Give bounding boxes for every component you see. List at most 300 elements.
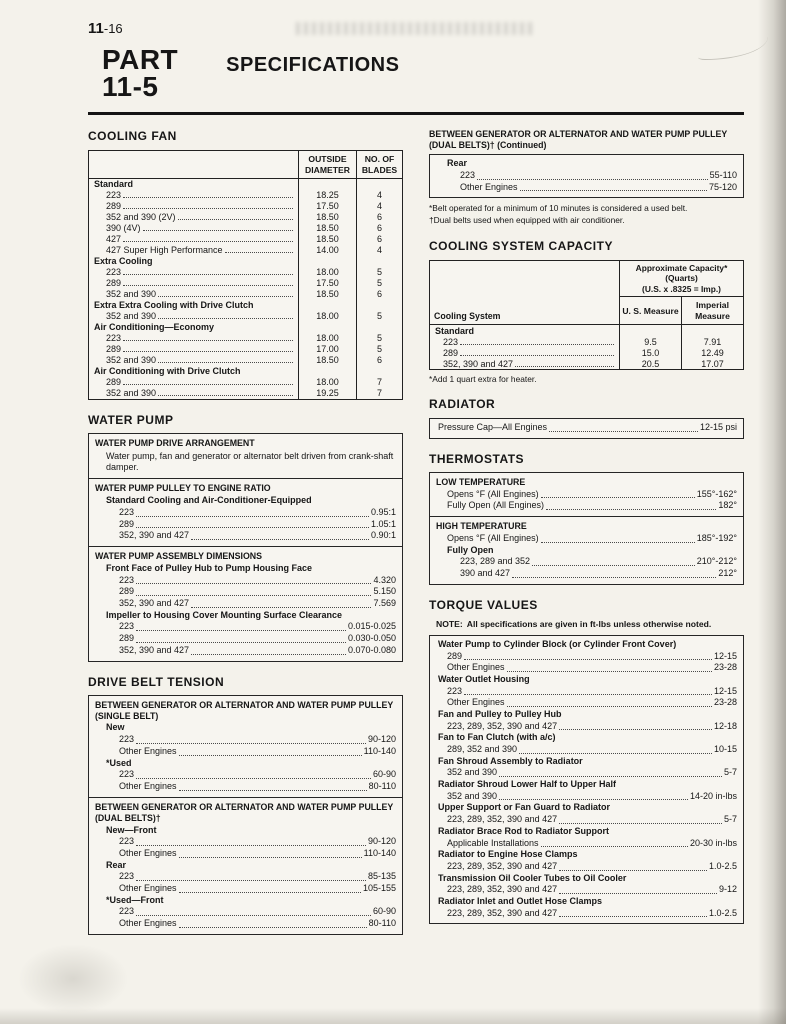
spec-value: 0.90:1 (370, 530, 396, 541)
spec-value: 10-15 (713, 744, 737, 754)
diameter-value: 18.00 (299, 333, 357, 344)
fan-row (89, 355, 403, 366)
fan-group (89, 300, 403, 322)
diameter-value: 17.50 (299, 278, 357, 289)
spec-value: 20-30 in-lbs (689, 837, 737, 848)
spec-rows (95, 495, 396, 542)
torque-note (436, 619, 744, 629)
spec-row (436, 686, 737, 698)
engine-label: 352 and 390 (106, 311, 157, 322)
dot-leader (464, 694, 712, 695)
spec-row (95, 848, 396, 860)
dot-leader (158, 318, 293, 319)
dot-leader (136, 527, 369, 528)
spec-row (95, 895, 396, 907)
dot-leader (541, 846, 688, 847)
spec-row (436, 849, 737, 861)
diameter-value: 18.50 (299, 234, 357, 245)
dot-leader (499, 776, 722, 777)
spec-value: 14-20 in-lbs (689, 790, 737, 801)
dot-leader (123, 384, 293, 385)
spec-box-title: WATER PUMP DRIVE ARRANGEMENT (95, 437, 255, 448)
spec-label: 223, 289 and 352 (460, 556, 531, 567)
continued-title: BETWEEN GENERATOR OR ALTERNATOR AND WATER PUMP PULLEY (DUAL BELTS)† (Continued) (429, 129, 728, 151)
diameter-value: 18.50 (299, 223, 357, 234)
part-label: PART (102, 44, 179, 75)
spec-box (429, 418, 744, 439)
engine-label: 352 and 390 (106, 355, 157, 366)
engine-label: 223 (106, 333, 122, 344)
spec-label: 352, 390 and 427 (119, 530, 190, 541)
blades-value: 4 (357, 201, 403, 212)
header-rule (88, 112, 744, 115)
blades-value: 4 (357, 190, 403, 201)
spec-row (436, 861, 737, 873)
spec-rows (436, 489, 737, 512)
two-column-layout (88, 129, 744, 948)
dot-leader (460, 344, 614, 345)
spec-label: 289 (447, 650, 463, 661)
spec-label: 289, 352 and 390 (447, 744, 518, 754)
spec-row (95, 871, 396, 883)
spec-value: 7.569 (373, 598, 396, 609)
fan-group-label: Standard (94, 179, 134, 190)
diameter-value: 17.50 (299, 201, 357, 212)
fan-row (89, 377, 403, 388)
dot-leader (225, 252, 293, 253)
spec-row (436, 744, 737, 756)
spec-row (95, 918, 396, 930)
fan-row (89, 278, 403, 289)
spec-row (436, 556, 737, 568)
engine-label: 352 and 390 (106, 289, 157, 300)
dot-leader (136, 583, 371, 584)
diameter-value: 18.00 (299, 267, 357, 278)
spec-label: 223 (119, 621, 135, 632)
dot-leader (136, 642, 346, 643)
spec-label: 223 (119, 769, 135, 780)
capacity-table-body (430, 325, 744, 370)
spec-label: Radiator Brace Rod to Radiator Support (438, 825, 610, 836)
spec-row (436, 545, 737, 557)
fan-row-engine-cell (89, 355, 299, 366)
section-heading-thermostats: THERMOSTATS (429, 451, 525, 466)
dot-leader (123, 340, 293, 341)
spec-label: Radiator to Engine Hose Clamps (438, 849, 578, 860)
dot-leader (136, 880, 366, 881)
blades-value: 6 (357, 289, 403, 300)
drive-belt-boxes (88, 695, 403, 935)
spec-row (436, 709, 737, 721)
us-measure-value: 9.5 (620, 336, 682, 347)
engine-label: 289 (106, 377, 122, 388)
column-header-blank (89, 151, 299, 179)
fan-row-engine-cell (89, 212, 299, 223)
spec-label: Radiator Inlet and Outlet Hose Clamps (438, 895, 603, 906)
spec-label: *Used (106, 757, 132, 768)
fan-group-spacer (299, 256, 357, 267)
capacity-engine-cell (430, 347, 620, 358)
fan-row-engine-cell (89, 278, 299, 289)
spec-row (436, 697, 737, 709)
spec-value: 212° (718, 568, 737, 579)
capacity-table-header (430, 260, 744, 324)
spec-row (436, 662, 737, 674)
spec-row (95, 519, 396, 531)
spec-row (95, 734, 396, 746)
spec-label: Transmission Oil Cooler Tubes to Oil Cooler (438, 872, 627, 883)
dot-leader (179, 857, 362, 858)
fan-row (89, 212, 403, 223)
fan-group-spacer (299, 178, 357, 190)
spec-row (436, 674, 737, 686)
engine-label: 223 (443, 336, 459, 347)
spec-label: 223 (119, 574, 135, 585)
fan-row-engine-cell (89, 267, 299, 278)
spec-row (95, 883, 396, 895)
spec-value: 12-18 (713, 720, 737, 731)
page-number (88, 20, 744, 37)
spec-label: 352, 390 and 427 (119, 598, 190, 609)
spec-value: 60-90 (372, 906, 396, 917)
spec-box (88, 478, 403, 547)
spec-label: Pressure Cap—All Engines (438, 422, 548, 433)
spec-box-title: BETWEEN GENERATOR OR ALTERNATOR AND WATER PUMP PULLEY (DUAL BELTS)† (95, 801, 394, 823)
cooling-fan-table-header (89, 151, 403, 179)
fan-group-spacer (357, 366, 403, 377)
spec-row (95, 860, 396, 872)
capacity-group-spacer (620, 325, 682, 337)
spec-label: 352, 390 and 427 (119, 644, 190, 655)
capacity-engine-cell (430, 336, 620, 347)
column-header-us-measure: U. S. Measure (620, 297, 682, 325)
spec-row (436, 533, 737, 545)
spec-box (88, 546, 403, 661)
spec-label: Rear (106, 859, 127, 870)
fan-group-label: Air Conditioning—Economy (94, 322, 214, 333)
spec-label: 390 and 427 (460, 568, 511, 579)
dot-leader (158, 395, 293, 396)
thermostat-boxes (429, 472, 744, 585)
dot-leader (179, 892, 361, 893)
dot-leader (559, 870, 707, 871)
capacity-header (620, 260, 744, 297)
blades-value: 6 (357, 355, 403, 366)
engine-label: 352 and 390 (106, 388, 157, 399)
fan-group (89, 178, 403, 256)
capacity-group-spacer (682, 325, 744, 337)
dot-leader (191, 654, 346, 655)
spec-row (95, 722, 396, 734)
fan-row (89, 190, 403, 201)
part-block (102, 44, 179, 102)
spec-row (436, 170, 737, 182)
engine-label: 352, 390 and 427 (443, 358, 514, 369)
spec-row (95, 563, 396, 575)
spec-label: 223 (119, 734, 135, 745)
spec-label: Other Engines (460, 181, 518, 192)
spec-rows (95, 722, 396, 792)
spec-label: Front Face of Pulley Hub to Pump Housing Face (106, 563, 313, 574)
spec-label: 223 (119, 836, 135, 847)
dot-leader (541, 542, 695, 543)
fan-group-spacer (299, 300, 357, 311)
fan-row-engine-cell (89, 311, 299, 322)
blades-value: 7 (357, 377, 403, 388)
spec-row (95, 825, 396, 837)
engine-label: 427 (106, 234, 122, 245)
spec-label: Other Engines (119, 883, 177, 894)
spec-row (436, 756, 737, 768)
spec-value: 60-90 (372, 769, 396, 780)
dot-leader (477, 179, 708, 180)
spec-box (429, 472, 744, 517)
spec-row (436, 908, 737, 920)
spec-row (436, 489, 737, 501)
spec-label: Fan Shroud Assembly to Radiator (438, 755, 583, 766)
spec-label: Upper Support or Fan Guard to Radiator (438, 802, 611, 813)
fan-group-label: Extra Extra Cooling with Drive Clutch (94, 300, 254, 311)
note-text: All specifications are given in ft-lbs unless otherwise noted. (466, 618, 712, 629)
spec-row (95, 530, 396, 542)
spec-row (95, 610, 396, 622)
fan-group-row (89, 178, 403, 190)
spec-label: 223, 289, 352, 390 and 427 (447, 860, 558, 871)
blades-value: 6 (357, 223, 403, 234)
spec-value: 90-120 (367, 836, 396, 847)
dot-leader (546, 509, 716, 510)
spec-row (436, 182, 737, 194)
blades-value: 6 (357, 234, 403, 245)
dot-leader (559, 916, 707, 917)
engine-label: 390 (4V) (106, 223, 141, 234)
dot-leader (143, 230, 293, 231)
diameter-value: 17.00 (299, 344, 357, 355)
spec-value: 12-15 psi (699, 422, 737, 433)
spec-row (436, 791, 737, 803)
spec-label: 223 (119, 506, 135, 517)
spec-value: 75-120 (708, 181, 737, 192)
spec-value: 155°-162° (696, 488, 737, 499)
fan-group-spacer (299, 366, 357, 377)
spec-row (95, 575, 396, 587)
section-heading-torque-values: TORQUE VALUES (429, 597, 538, 612)
page-header (88, 20, 744, 115)
section-dual-belts-continued (429, 129, 744, 226)
dot-leader (136, 743, 366, 744)
footnote: *Add 1 quart extra for heater. (429, 374, 537, 385)
fan-row (89, 344, 403, 355)
belt-footnotes (429, 203, 744, 226)
spec-label: Other Engines (119, 918, 177, 929)
engine-label: 289 (106, 344, 122, 355)
spec-row (436, 500, 737, 512)
dot-leader (123, 285, 293, 286)
spec-label: Radiator Shroud Lower Half to Upper Half (438, 779, 617, 790)
imperial-measure-value: 12.49 (682, 347, 744, 358)
fan-row (89, 267, 403, 278)
fan-group (89, 256, 403, 300)
spec-box-title: WATER PUMP PULLEY TO ENGINE RATIO (95, 483, 271, 494)
spec-label: 223, 289, 352, 390 and 427 (447, 907, 558, 918)
blades-value: 4 (357, 245, 403, 256)
spec-value: 23-28 (713, 697, 737, 708)
spec-row (436, 732, 737, 744)
diameter-value: 14.00 (299, 245, 357, 256)
dot-leader (123, 274, 293, 275)
spec-value: 55-110 (709, 169, 737, 180)
spec-label: Rear (447, 158, 468, 169)
spec-row (436, 651, 737, 663)
fan-group-spacer (357, 300, 403, 311)
dot-leader (512, 577, 716, 578)
spec-value: 110-140 (363, 745, 396, 756)
page-number-chapter: 11 (88, 20, 104, 37)
spec-row (95, 781, 396, 793)
dot-leader (191, 607, 371, 608)
page-title: SPECIFICATIONS (226, 54, 400, 77)
dot-leader (559, 823, 722, 824)
spec-label: Fully Open (All Engines) (447, 500, 545, 511)
fan-row (89, 388, 403, 400)
dot-leader (123, 351, 293, 352)
spec-value: 185°-192° (696, 533, 737, 544)
dot-leader (136, 516, 369, 517)
spec-label: New—Front (106, 824, 157, 835)
fan-row-engine-cell (89, 245, 299, 256)
capacity-row (430, 336, 744, 347)
diameter-value: 18.50 (299, 212, 357, 223)
spec-row (436, 814, 737, 826)
spec-row (95, 495, 396, 507)
diameter-value: 18.00 (299, 311, 357, 322)
fan-row-engine-cell (89, 377, 299, 388)
dot-leader (179, 755, 362, 756)
spec-label: Other Engines (447, 697, 505, 708)
column-header-imperial-measure: Imperial Measure (682, 297, 744, 325)
spec-label: Fan to Fan Clutch (with a/c) (438, 732, 556, 743)
spec-label: 289 (119, 633, 135, 644)
right-column (429, 129, 744, 948)
spec-row (436, 838, 737, 850)
spec-label: 352 and 390 (447, 790, 498, 801)
blades-value: 5 (357, 344, 403, 355)
engine-label: 427 Super High Performance (106, 245, 223, 256)
spec-rows (95, 450, 396, 475)
diameter-value: 18.00 (299, 377, 357, 388)
spec-label: Fully Open (447, 544, 494, 555)
spec-value: 23-28 (713, 662, 737, 673)
dot-leader (136, 778, 371, 779)
spec-value: 12-15 (713, 650, 737, 661)
spec-row (95, 633, 396, 645)
fan-group-spacer (357, 178, 403, 190)
column-header-no-of-blades: NO. OF BLADES (357, 151, 403, 179)
blades-value: 5 (357, 311, 403, 322)
spec-rows (95, 563, 396, 657)
fan-row (89, 289, 403, 300)
spec-box (88, 433, 403, 479)
capacity-engine-cell (430, 358, 620, 370)
page-number-page: -16 (103, 21, 123, 36)
dot-leader (123, 241, 293, 242)
spec-row (95, 836, 396, 848)
capacity-header-line: (Quarts) (665, 273, 698, 284)
spec-value: 0.070-0.080 (347, 644, 396, 655)
spec-label: Applicable Installations (447, 837, 539, 848)
capacity-row (430, 347, 744, 358)
dot-leader (559, 893, 717, 894)
spec-box (88, 695, 403, 798)
spec-value: 0.95:1 (370, 506, 396, 517)
capacity-group-label: Standard (435, 325, 475, 336)
spec-row (436, 896, 737, 908)
section-drive-belt-tension (88, 675, 403, 935)
section-heading-cooling-capacity: COOLING SYSTEM CAPACITY (429, 238, 613, 253)
part-number: 11-5 (102, 70, 159, 102)
dot-leader (179, 927, 367, 928)
section-heading-radiator: RADIATOR (429, 397, 496, 412)
engine-label: 223 (106, 190, 122, 201)
engine-label: 289 (106, 278, 122, 289)
fan-group (89, 366, 403, 400)
spec-row (95, 906, 396, 918)
fan-group-row (89, 300, 403, 311)
spec-label: 223 (119, 871, 135, 882)
spec-value: 12-15 (713, 685, 737, 696)
spec-value: 110-140 (363, 847, 396, 858)
fan-group (89, 322, 403, 366)
blades-value: 6 (357, 212, 403, 223)
spec-row (95, 645, 396, 657)
part-title-row (102, 44, 744, 102)
spec-row (436, 767, 737, 779)
dot-leader (499, 799, 688, 800)
spec-label: Opens °F (All Engines) (447, 533, 539, 544)
spec-value: 90-120 (367, 734, 396, 745)
fan-row-engine-cell (89, 190, 299, 201)
spec-value: 85-135 (367, 871, 396, 882)
spec-value: 5-7 (723, 814, 737, 825)
spec-row (95, 507, 396, 519)
dot-leader (507, 706, 712, 707)
spec-box (429, 516, 744, 585)
spec-label: 289 (119, 586, 135, 597)
footnote: †Dual belts used when equipped with air conditioner. (429, 214, 625, 225)
spec-row (436, 568, 737, 580)
dot-leader (136, 845, 366, 846)
section-torque-values (429, 598, 744, 925)
spec-value: 5-7 (723, 767, 737, 778)
spec-row (95, 598, 396, 610)
section-heading-water-pump: WATER PUMP (88, 412, 174, 427)
us-measure-value: 20.5 (620, 358, 682, 370)
spec-box (88, 797, 403, 935)
spec-label: Standard Cooling and Air-Conditioner-Equipped (106, 495, 312, 506)
fan-row-engine-cell (89, 388, 299, 400)
dot-leader (559, 729, 712, 730)
spec-row (436, 826, 737, 838)
scan-artifact-shadow (18, 944, 128, 1014)
section-heading-drive-belt: DRIVE BELT TENSION (88, 674, 225, 689)
dot-leader (178, 219, 293, 220)
spec-label: 223, 289, 352, 390 and 427 (447, 814, 558, 825)
spec-value: 1.05:1 (370, 518, 396, 529)
spec-label: 289 (119, 518, 135, 529)
fan-row-engine-cell (89, 333, 299, 344)
dot-leader (158, 362, 293, 363)
fan-group-row (89, 322, 403, 333)
